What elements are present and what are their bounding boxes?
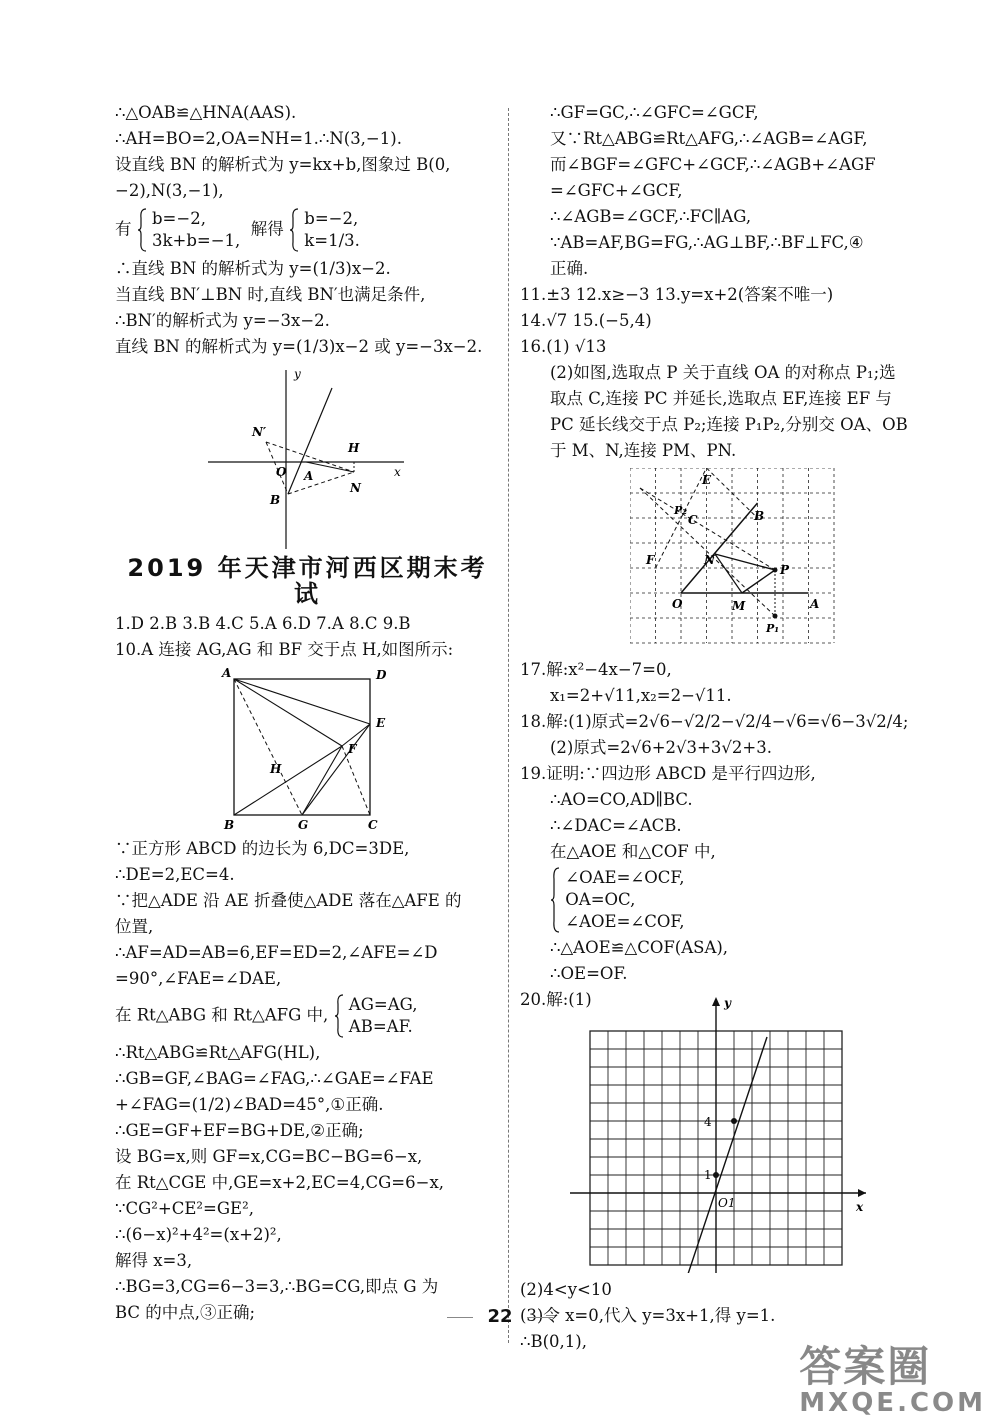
label-b: B [269,493,280,507]
question-10: 10.A 连接 AG,AG 和 BF 交于点 H,如图所示: [115,640,454,659]
line-y-3x-plus-1 [683,1037,767,1273]
label-f: F [646,553,655,567]
text-line: ∴BG=3,CG=6−3=3,∴BG=CG,即点 G 为 [115,1277,439,1296]
text-line: 17.解:x²−4x−7=0, [520,660,672,679]
text-line: ∴OE=OF. [550,964,628,983]
label-g: G [297,818,308,832]
segment-bf [234,746,342,815]
text-line: −2),N(3,−1), [115,181,224,200]
section-title: 2019 年天津市河西区期末考试 [127,554,488,608]
text-line: ∵正方形 ABCD 的边长为 6,DC=3DE, [115,839,410,858]
x-axis-arrow-icon [858,1189,866,1197]
answers-line: 1.D 2.B 3.B 4.C 5.A 6.D 7.A 8.C 9.B [115,614,411,633]
text-line: ∴DE=2,EC=4. [115,865,235,884]
text-line: ∵AB=AF,BG=FG,∴AG⊥BF,∴BF⊥FC,④ [550,233,864,252]
text-line: (2)4<y<10 [520,1280,612,1299]
text-line: 又∵Rt△ABG≌Rt△AFG,∴∠AGB=∠AGF, [550,129,868,148]
answers-line: 14.√7 15.(−5,4) [520,311,652,330]
system-line: k=1/3. [304,231,360,250]
system-line: ∠OAE=∠OCF, [565,868,685,887]
text-line: ∴B(0,1), [520,1332,587,1351]
point-0-1 [713,1172,719,1178]
text-line: 在 Rt△CGE 中,GE=x+2,EC=4,CG=6−x, [115,1173,444,1192]
coordinate-figure-bn [208,364,408,549]
text-line: ∴∠AGB=∠GCF,∴FC∥AG, [550,207,752,226]
text-line: PC 延长线交于点 P₂;连接 P₁P₂,分别交 OA、OB [550,415,908,434]
label-p1: P₁ [766,622,780,635]
left-brace-icon [137,208,147,252]
tick-label-4: 4 [704,1115,712,1129]
function-graph-figure [570,993,870,1273]
left-brace-icon [334,994,344,1038]
text-line: ∴Rt△ABG≌Rt△AFG(HL), [115,1043,321,1062]
text-line: (3)令 x=0,代入 y=3x+1,得 y=1. [520,1306,776,1325]
label-a: A [303,469,313,483]
page-number-text: 22 [487,1306,513,1327]
answers-line: 16.(1) √13 [520,337,607,356]
point-p [773,568,778,573]
label-x: x [856,1200,864,1214]
system-lines [349,994,418,1038]
label-n: N [704,553,715,567]
tick-label-1: 1 [704,1168,712,1182]
text-line: 于 M、N,连接 PM、PN. [550,441,737,460]
text-line: 解得 x=3, [115,1251,193,1270]
system-connector: 解得 [250,219,284,239]
system-line: AB=AF. [348,1017,413,1036]
watermark-logo-text: 答案圈 [799,1342,932,1391]
segment-gf [302,746,342,815]
label-a: A [221,667,231,680]
label-b: B [754,509,765,523]
label-b: B [223,818,234,832]
system-lines [304,208,360,252]
segment-ae [234,679,370,724]
text-line: 18.解:(1)原式=2√6−√2/2−√2/4−√6=√6−3√2/4; [520,712,909,731]
text-line: ∴AH=BO=2,OA=NH=1.∴N(3,−1). [115,129,402,148]
label-n: N [349,481,361,495]
watermark-domain-text: MXQE.COM [799,1388,986,1418]
left-brace-icon [550,867,560,933]
text-line: 取点 C,连接 PC 并延长,选取点 EF,连接 EF 与 [550,389,892,408]
text-line: 当直线 BN′⊥BN 时,直线 BN′也满足条件, [115,285,426,304]
system-lines [152,208,240,252]
text-line: =90°,∠FAE=∠DAE, [115,969,282,988]
label-p: P [780,563,790,577]
system-line: ∠AOE=∠COF, [565,912,685,931]
label-d: D [375,668,386,682]
label-origin-one: O1 [718,1196,736,1210]
system-line: b=−2, [304,209,359,228]
text-line: 设 BG=x,则 GF=x,CG=BC−BG=6−x, [115,1147,423,1166]
text-line: ∴GE=GF+EF=BG+DE,②正确; [115,1121,364,1140]
text-line: 而∠BGF=∠GFC+∠GCF,∴∠AGB+∠AGF [550,155,876,174]
text-line: +∠FAG=(1/2)∠BAD=45°,①正确. [115,1095,384,1114]
text-line: ∴∠DAC=∠ACB. [550,816,682,835]
text-line: 直线 BN 的解析式为 y=(1/3)x−2 或 y=−3x−2. [115,337,483,356]
answers-line: 11.±3 12.x≥−3 13.y=x+2(答案不唯一) [520,285,834,304]
label-m: M [732,599,746,613]
label-n-prime: N′ [251,425,266,439]
text-line: (2)原式=2√6+2√3+3√2+3. [550,738,772,757]
equation-system [115,994,500,1038]
text-line: ∴GB=GF,∠BAG=∠FAG,∴∠GAE=∠FAE [115,1069,434,1088]
point-1-4 [731,1118,737,1124]
watermark [799,1334,986,1418]
text-line: 20.解:(1) [520,990,592,1009]
left-brace-icon [289,208,299,252]
text-line: (2)如图,选取点 P 关于直线 OA 的对称点 P₁;选 [550,363,896,382]
text-line: ∵把△ADE 沿 AE 折叠使△ADE 落在△AFE 的 [115,891,462,910]
segment-ag [234,679,302,815]
label-y: y [293,367,301,381]
system-line: b=−2, [152,209,206,228]
label-f: F [347,742,357,756]
label-o: O [275,465,286,479]
system-line: AG=AG, [348,995,418,1014]
label-y: y [724,996,731,1010]
page-number [0,1306,1000,1327]
system-line: 3k+b=−1, [152,231,241,250]
text-line: ∵CG²+CE²=GE², [115,1199,254,1218]
label-c: C [688,513,698,527]
text-line: x₁=2+√11,x₂=2−√11. [550,686,732,705]
text-line: 在△AOE 和△COF 中, [550,842,716,861]
segment-ge [302,724,370,815]
square-figure [218,667,398,832]
text-line: =∠GFC+∠GCF, [550,181,683,200]
column-divider [508,108,509,1343]
right-column [520,100,920,1355]
text-line: ∴△AOE≌△COF(ASA), [550,938,729,957]
label-o: O [672,597,683,611]
point-p1 [773,614,778,619]
text-line: ∴AF=AD=AB=6,EF=ED=2,∠AFE=∠D [115,943,438,962]
equation-system [115,208,500,252]
label-p2: P₂ [674,504,688,517]
grid-figure-symmetry [630,468,840,653]
text-line: ∴BN′的解析式为 y=−3x−2. [115,311,330,330]
label-h: H [269,762,281,776]
text-line: ∴△OAB≌△HNA(AAS). [115,103,297,122]
y-axis-arrow-icon [712,997,720,1006]
dashed-grid [630,468,834,643]
label-h: H [347,441,359,455]
text-line: 正确. [550,259,589,278]
text-line: 位置, [115,917,154,936]
label-e: E [375,716,385,730]
left-column [115,100,500,1326]
text-line: ∴直线 BN 的解析式为 y=(1/3)x−2. [115,259,391,278]
label-e: E [702,473,712,487]
text-line: ∴AO=CO,AD∥BC. [550,790,693,809]
system-line: OA=OC, [565,890,636,909]
text-line: ∴GF=GC,∴∠GFC=∠GCF, [550,103,759,122]
label-a: A [810,597,820,611]
equation-system [520,867,920,933]
system-lines [565,867,684,933]
label-c: C [367,818,378,832]
text-line: BC 的中点,③正确; [115,1303,256,1322]
text-line: ∴(6−x)²+4²=(x+2)², [115,1225,282,1244]
line-bn [288,472,354,494]
system-prefix: 在 Rt△ABG 和 Rt△AFG 中, [115,1005,329,1025]
text-line: 设直线 BN 的解析式为 y=kx+b,图象过 B(0, [115,155,451,174]
system-prefix: 有 [115,219,132,239]
text-line: 19.证明:∵四边形 ABCD 是平行四边形, [520,764,816,783]
label-x: x [393,465,401,479]
